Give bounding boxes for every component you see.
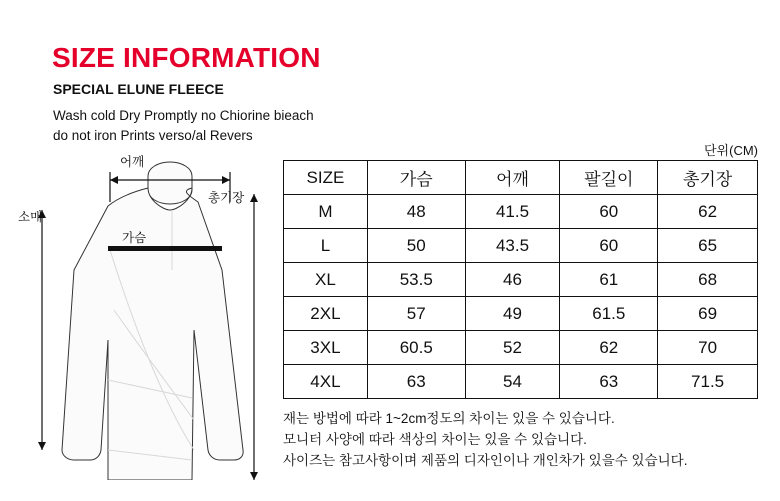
column-header-total-length: 총기장 [658,161,758,195]
cell-sleeve: 61 [560,263,658,297]
cell-shoulder: 46 [465,263,560,297]
note-line-2: 모니터 사양에 따라 색상의 차이는 있을 수 있습니다. [283,432,587,447]
table-header-row [284,161,758,195]
note-line-3: 사이즈는 참고사항이며 제품의 디자인이나 개인차가 있을수 있습니다. [283,453,688,468]
cell-size: XL [284,263,368,297]
cell-size: 4XL [284,365,368,399]
footer-notes [283,408,687,471]
cell-total-length: 62 [658,195,758,229]
cell-size: M [284,195,368,229]
table-row [284,297,758,331]
care-instruction-line-1: Wash cold Dry Promptly no Chiorine bieach [53,108,314,123]
table-row [284,195,758,229]
cell-chest: 48 [367,195,465,229]
unit-label: 단위(CM) [704,143,758,158]
cell-sleeve: 60 [560,229,658,263]
table-row [284,229,758,263]
cell-chest: 60.5 [367,331,465,365]
cell-chest: 53.5 [367,263,465,297]
cell-shoulder: 41.5 [465,195,560,229]
cell-total-length: 68 [658,263,758,297]
product-subtitle: SPECIAL ELUNE FLEECE [53,81,224,97]
cell-total-length: 65 [658,229,758,263]
column-header-shoulder: 어깨 [465,161,560,195]
cell-sleeve: 61.5 [560,297,658,331]
garment-illustration [18,150,277,480]
cell-shoulder: 43.5 [465,229,560,263]
cell-sleeve: 60 [560,195,658,229]
label-total-length: 총기장 [208,191,245,205]
cell-size: 2XL [284,297,368,331]
table-row [284,331,758,365]
cell-size: 3XL [284,331,368,365]
column-header-chest: 가슴 [367,161,465,195]
cell-shoulder: 52 [465,331,560,365]
label-sleeve: 소매 [18,210,43,224]
cell-sleeve: 63 [560,365,658,399]
cell-size: L [284,229,368,263]
cell-chest: 50 [367,229,465,263]
care-instruction-line-2: do not iron Prints verso/al Revers [53,128,253,143]
table-row [284,365,758,399]
cell-total-length: 71.5 [658,365,758,399]
size-table [283,160,758,399]
cell-sleeve: 62 [560,331,658,365]
label-chest: 가슴 [122,231,147,245]
cell-chest: 57 [367,297,465,331]
column-header-sleeve: 팔길이 [560,161,658,195]
cell-chest: 63 [367,365,465,399]
cell-shoulder: 49 [465,297,560,331]
note-line-1: 재는 방법에 따라 1~2cm정도의 차이는 있을 수 있습니다. [283,411,615,426]
label-shoulder: 어깨 [120,155,145,169]
page-title: SIZE INFORMATION [52,42,321,73]
cell-shoulder: 54 [465,365,560,399]
table-row [284,263,758,297]
cell-total-length: 70 [658,331,758,365]
cell-total-length: 69 [658,297,758,331]
column-header-size: SIZE [284,161,368,195]
